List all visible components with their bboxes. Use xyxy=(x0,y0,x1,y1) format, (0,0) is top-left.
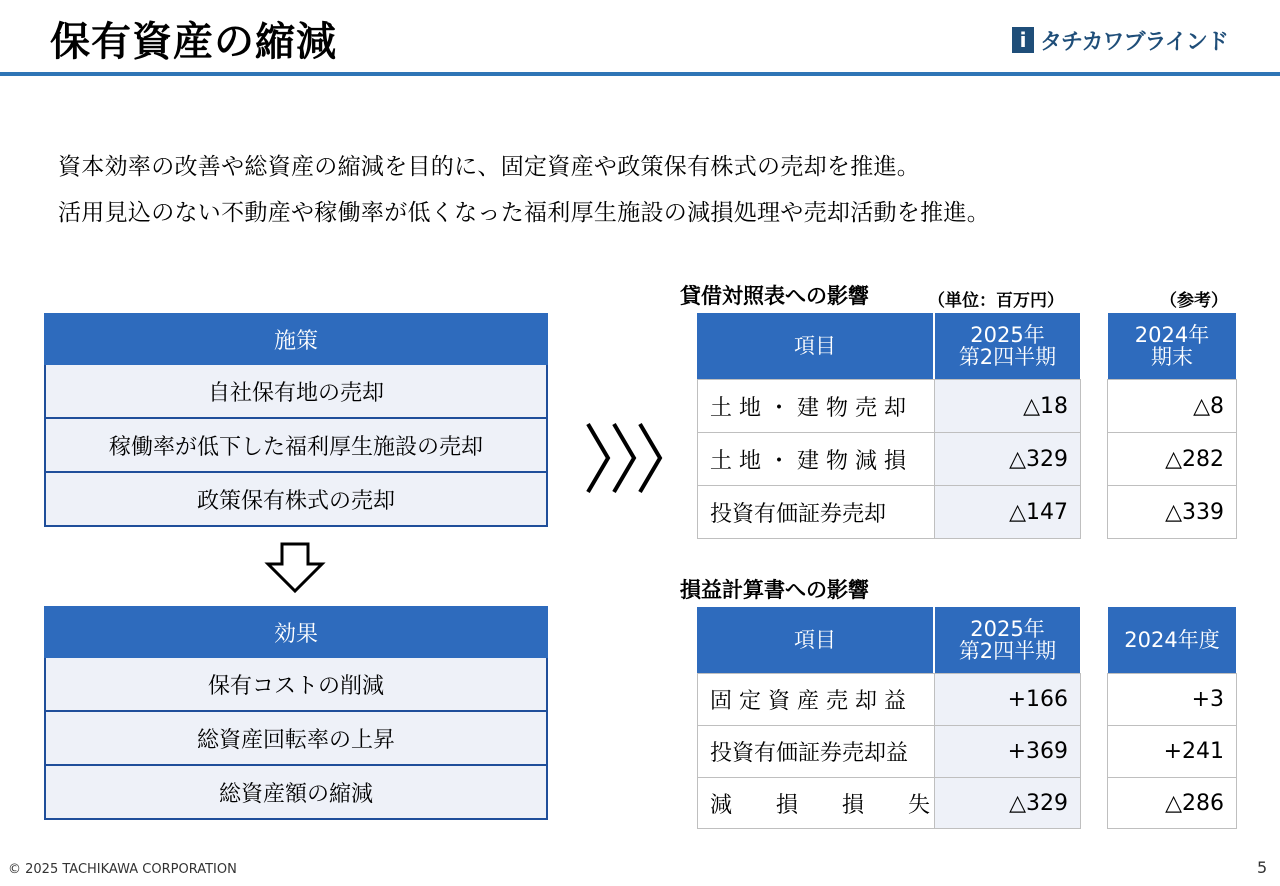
effects-box xyxy=(44,606,548,820)
bs-row-current: △147 xyxy=(934,485,1081,539)
pl-row-current: +369 xyxy=(934,725,1081,778)
bs-row-label: 土 地 ・ 建 物 減 損 xyxy=(697,432,935,486)
bs-row-current: △329 xyxy=(934,432,1081,486)
pl-row-reference: +3 xyxy=(1107,673,1237,726)
measure-item: 政策保有株式の売却 xyxy=(44,473,548,527)
pl-row-current: +166 xyxy=(934,673,1081,726)
pl-col-current: 2025年 第2四半期 xyxy=(935,607,1080,673)
bs-col-reference: 2024年 期末 xyxy=(1108,313,1236,379)
measure-item: 稼働率が低下した福利厚生施設の売却 xyxy=(44,419,548,473)
header-divider xyxy=(0,72,1280,76)
bs-row-reference: △282 xyxy=(1107,432,1237,486)
measure-item: 自社保有地の売却 xyxy=(44,365,548,419)
bs-row-label: 土 地 ・ 建 物 売 却 xyxy=(697,379,935,433)
bs-section-title: 貸借対照表への影響 xyxy=(680,284,869,308)
bs-row-label: 投資有価証券売却 xyxy=(697,485,935,539)
intro-line-1: 資本効率の改善や総資産の縮減を目的に、固定資産や政策保有株式の売却を推進。 xyxy=(58,154,921,180)
effects-header: 効果 xyxy=(44,606,548,658)
pl-col-item: 項目 xyxy=(697,607,933,673)
page-title: 保有資産の縮減 xyxy=(50,19,337,65)
bs-unit-note: （単位：百万円） xyxy=(928,291,1064,311)
effect-item: 総資産額の縮減 xyxy=(44,766,548,820)
bs-row-reference: △339 xyxy=(1107,485,1237,539)
down-arrow-icon xyxy=(264,542,326,594)
bs-row-reference: △8 xyxy=(1107,379,1237,433)
pl-row-label: 固 定 資 産 売 却 益 xyxy=(697,673,935,726)
measures-box xyxy=(44,313,548,527)
company-logo xyxy=(1012,24,1228,56)
pl-row-current: △329 xyxy=(934,777,1081,829)
pl-row-reference: △286 xyxy=(1107,777,1237,829)
effect-item: 総資産回転率の上昇 xyxy=(44,712,548,766)
logo-mark-icon: i xyxy=(1012,27,1034,53)
chevron-right-icon xyxy=(584,420,670,496)
pl-row-label: 投資有価証券売却益 xyxy=(697,725,935,778)
pl-row-reference: +241 xyxy=(1107,725,1237,778)
copyright-text: © 2025 TACHIKAWA CORPORATION xyxy=(8,862,237,877)
bs-row-current: △18 xyxy=(934,379,1081,433)
page-number: 5 xyxy=(1257,858,1268,877)
pl-row-label: 減 損 損 失 xyxy=(697,777,935,829)
measures-header: 施策 xyxy=(44,313,548,365)
pl-section-title: 損益計算書への影響 xyxy=(680,578,869,602)
pl-col-reference: 2024年度 xyxy=(1108,607,1236,673)
intro-line-2: 活用見込のない不動産や稼働率が低くなった福利厚生施設の減損処理や売却活動を推進。 xyxy=(58,200,990,226)
logo-text: タチカワブラインド xyxy=(1040,29,1228,55)
bs-reference-note: （参考） xyxy=(1160,291,1228,311)
bs-col-item: 項目 xyxy=(697,313,933,379)
bs-col-current: 2025年 第2四半期 xyxy=(935,313,1080,379)
effect-item: 保有コストの削減 xyxy=(44,658,548,712)
